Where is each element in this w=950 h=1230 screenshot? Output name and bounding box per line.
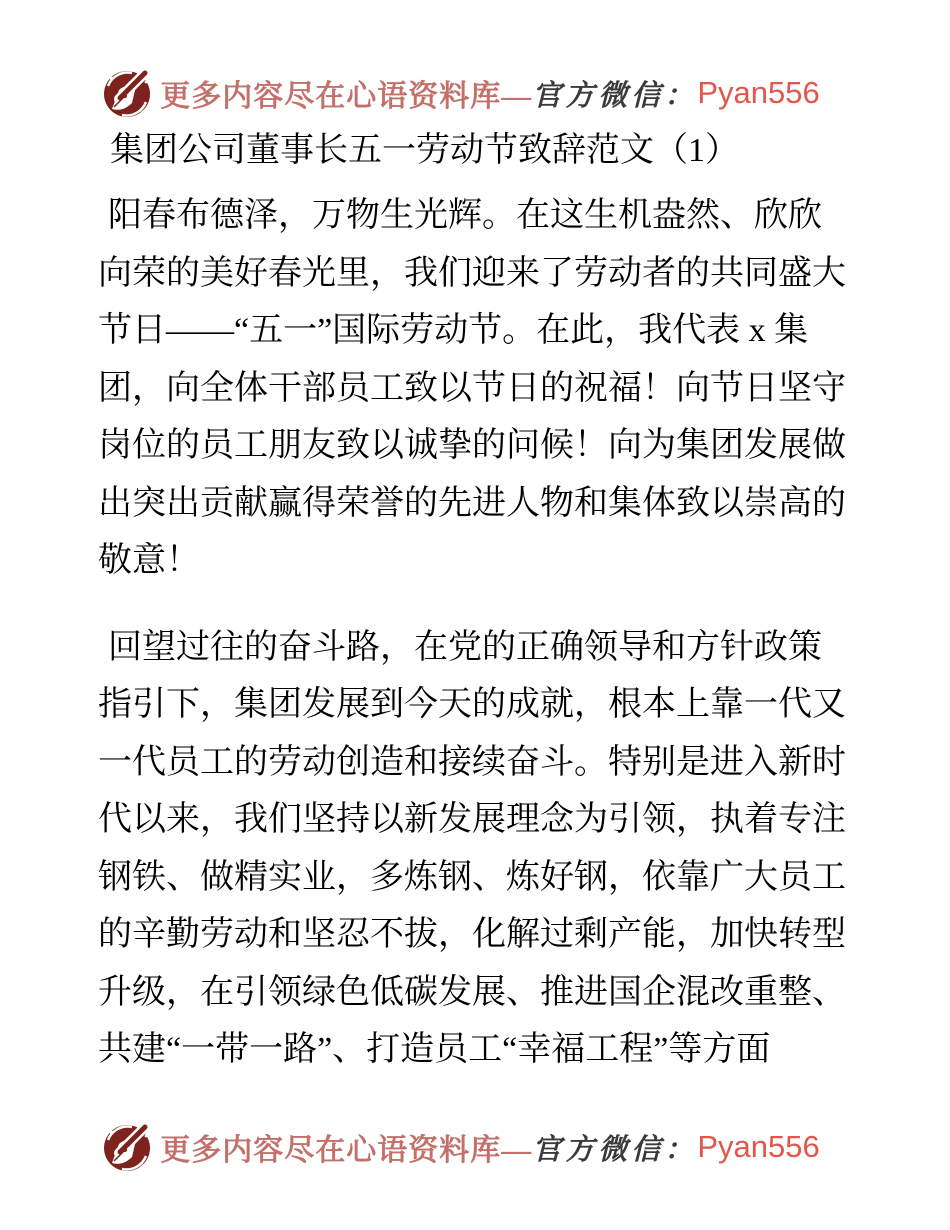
- footer-banner: [0, 1120, 936, 1174]
- banner-slogan: 更多内容尽在心语资料库—: [160, 80, 533, 113]
- banner-slogan: 更多内容尽在心语资料库—: [160, 1134, 533, 1167]
- brand-logo-icon: [102, 66, 152, 120]
- page-title: 集团公司董事长五一劳动节致辞范文（1）: [110, 132, 739, 169]
- text-line: 指引下，集团发展到今天的成就，根本上靠一代又: [98, 686, 846, 723]
- header-banner: [0, 66, 936, 120]
- text-line: 代以来，我们坚持以新发展理念为引领，执着专注: [98, 801, 846, 838]
- text-line: 钢铁、做精实业，多炼钢、炼好钢，依靠广大员工: [98, 858, 846, 896]
- text-line: 回望过往的奋斗路，在党的正确领导和方针政策: [108, 628, 822, 666]
- text-line: 阳春布德泽，万物生光辉。在这生机盎然、欣欣: [108, 197, 822, 234]
- banner-wechat-label: 官方微信：: [532, 1133, 698, 1166]
- banner-wechat-id: Pyan556: [697, 1129, 820, 1164]
- paragraph-1: [98, 187, 910, 590]
- paragraph-2: [98, 619, 910, 1079]
- text-line: 升级，在引领绿色低碳发展、推进国企混改重整、: [98, 973, 846, 1011]
- text-line: 一代员工的劳动创造和接续奋斗。特别是进入新时: [98, 743, 846, 781]
- text-line: 向荣的美好春光里，我们迎来了劳动者的共同盛大: [98, 254, 846, 292]
- document-body: [98, 122, 910, 1079]
- text-line: 的辛勤劳动和坚忍不拔，化解过剩产能，加快转型: [98, 916, 846, 953]
- text-line: 团，向全体干部员工致以节日的祝福！向节日坚守: [98, 369, 846, 407]
- text-line: 岗位的员工朋友致以诚挚的问候！向为集团发展做: [98, 427, 846, 464]
- banner-wechat-id: Pyan556: [697, 75, 820, 110]
- text-line: 敬意！: [98, 542, 200, 579]
- text-line: 出突出贡献赢得荣誉的先进人物和集体致以崇高的: [98, 484, 846, 522]
- banner-wechat-label: 官方微信：: [532, 79, 698, 112]
- text-line: 共建“一带一路”、打造员工“幸福工程”等方面: [98, 1031, 771, 1068]
- text-line: 节日——“五一”国际劳动节。在此，我代表 x 集: [98, 312, 809, 349]
- brand-logo-icon: [102, 1120, 152, 1174]
